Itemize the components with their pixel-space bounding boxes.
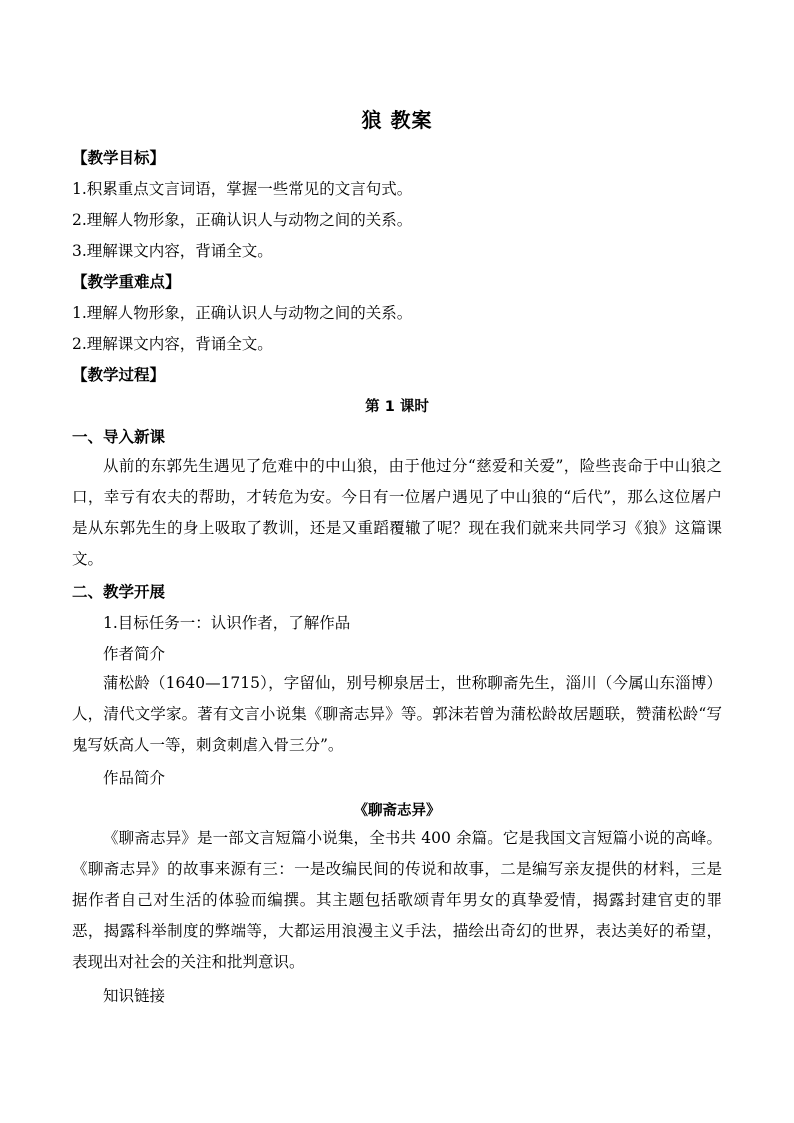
work-paragraph-block	[72, 823, 722, 978]
key-points-heading: 【教学重难点】	[72, 273, 181, 291]
process-heading: 【教学过程】	[72, 366, 166, 384]
work-heading: 作品简介	[103, 769, 166, 787]
objective-item-3: 3.理解课文内容，背诵全文。	[72, 242, 273, 260]
key-point-item-1: 1.理解人物形象，正确认识人与动物之间的关系。	[72, 304, 413, 322]
knowledge-link-heading: 知识链接	[103, 987, 166, 1005]
objectives-heading: 【教学目标】	[72, 149, 166, 167]
intro-paragraph-block	[72, 451, 722, 575]
section2-heading: 二、教学开展	[72, 583, 166, 601]
objective-item-2: 2.理解人物形象，正确认识人与动物之间的关系。	[72, 211, 413, 229]
section1-heading: 一、导入新课	[72, 428, 166, 446]
author-paragraph-block	[72, 668, 722, 761]
work-title: 《聊斋志异》	[353, 803, 441, 819]
document-title: 狼 教案	[361, 108, 433, 132]
work-paragraph: 《聊斋志异》是一部文言短篇小说集，全书共 400 余篇。它是我国文言短篇小说的高峰。《聊斋志异》的故事来源有三：一是改编民间的传说和故事，二是编写亲友提供的材料，三是据作者自己对生活的体验而编撰。其主题包括歌颂青年男女的真挚爱情，揭露封建官吏的罪恶，揭露科举制度的弊端等，大都运用浪漫主义手法，描绘出奇幻的世界，表达美好的希望，表现出对社会的关注和批判意识。	[72, 829, 722, 971]
author-paragraph: 蒲松龄（1640—1715），字留仙，别号柳泉居士，世称聊斋先生，淄川（今属山东淄博）人，清代文学家。著有文言小说集《聊斋志异》等。郭沫若曾为蒲松龄故居题联，赞蒲松龄“写鬼写妖高人一等，刺贪刺虐入骨三分”。	[72, 674, 722, 754]
objective-item-1: 1.积累重点文言词语，掌握一些常见的文言句式。	[72, 180, 413, 198]
author-heading: 作者简介	[103, 645, 166, 663]
key-point-item-2: 2.理解课文内容，背诵全文。	[72, 335, 273, 353]
task1-label: 1.目标任务一：认识作者，了解作品	[103, 614, 351, 632]
lesson-label: 第 1 课时	[365, 399, 429, 415]
intro-paragraph: 从前的东郭先生遇见了危难中的中山狼，由于他过分“慈爱和关爱”，险些丧命于中山狼之口，幸亏有农夫的帮助，才转危为安。今日有一位屠户遇见了中山狼的“后代”，那么这位屠户是从东郭先生的身上吸取了教训，还是又重蹈覆辙了呢？现在我们就来共同学习《狼》这篇课文。	[72, 457, 722, 568]
